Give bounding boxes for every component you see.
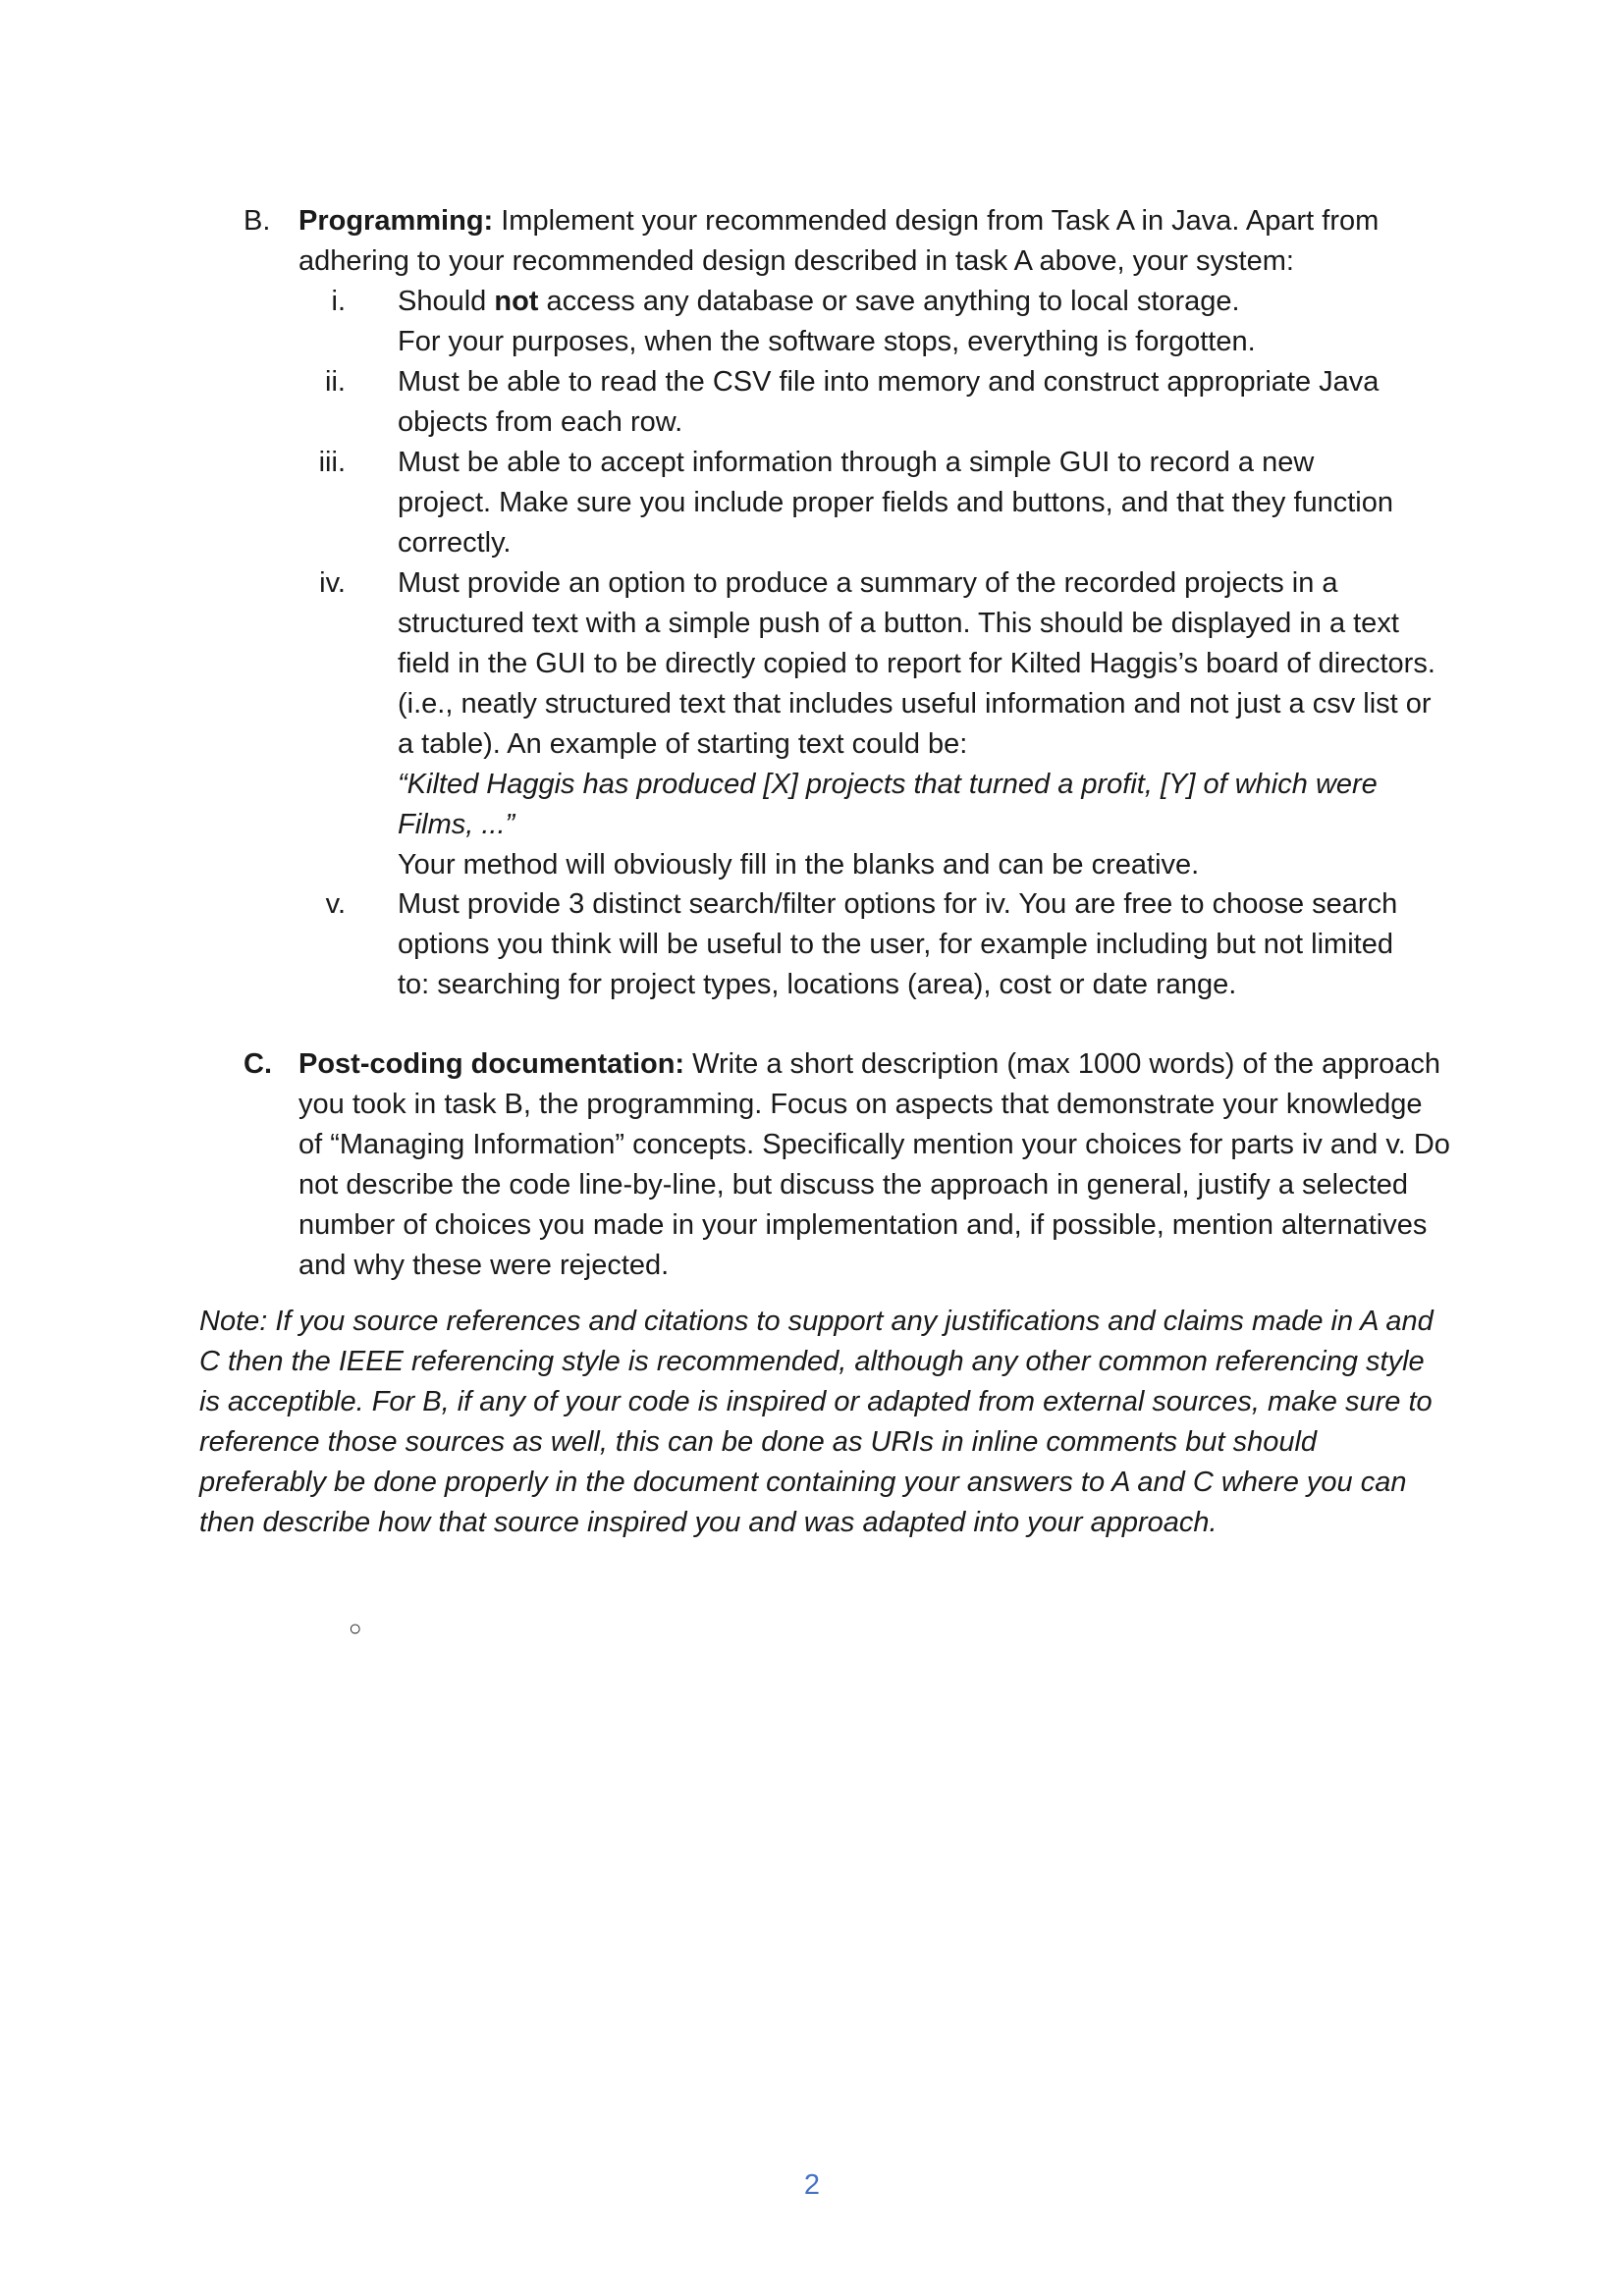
section-c-heading: Post-coding documentation: (298, 1048, 685, 1080)
section-b-heading: Programming: (298, 205, 494, 237)
empty-bullet-icon: ○ (349, 1616, 362, 1640)
section-c-letter: C. (244, 1048, 272, 1080)
item-ii-text: Must be able to read the CSV file into memory and construct appropriate Java objects from each row. (398, 366, 1380, 438)
item-iv-tail: Your method will obviously fill in the blanks and can be creative. (398, 849, 1200, 881)
section-b-intro: Implement your recommended design from Task A in Java. Apart from adhering to your recommended design described in task A above, your system: (298, 205, 1380, 277)
item-v-numeral: v. (325, 888, 346, 920)
item-ii-numeral: ii. (325, 366, 346, 398)
item-i-post: access any database or save anything to local storage. (538, 286, 1240, 317)
section-c-body: Write a short description (max 1000 words) of the approach you took in task B, the programming. Focus on aspects that demonstrate your knowledge of “Managing Information” concepts. Specifically mention your choices for parts iv and v. Do not describe the code line-by-line, but discuss the approach in general, justify a selected number of choices you made in your implementation and, if possible, mention alternatives and why these were rejected. (298, 1048, 1450, 1281)
item-v-text: Must provide 3 distinct search/filter options for iv. You are free to choose search options you think will be useful to the user, for example including but not limited to: searching for project types, locations (area), cost or date range. (398, 888, 1398, 1000)
section-c-paragraph (298, 1044, 1452, 1286)
section-b-paragraph (298, 201, 1452, 282)
reference-note: Note: If you source references and citations to support any justifications and claims made in A and C then the IEEE referencing style is recommended, although any other common referencing style is acceptible. For B, if any of your code is inspired or adapted from external sources, make sure to reference those sources as well, this can be done as URIs in inline comments but should preferably be done properly in the document containing your answers to A and C where you can then describe how that source inspired you and was adapted into your approach. (199, 1306, 1434, 1538)
item-iv-numeral: iv. (319, 567, 346, 599)
item-i-numeral: i. (331, 286, 346, 317)
item-iv-body (398, 563, 1448, 885)
section-b-letter: B. (244, 205, 271, 237)
item-i-bold: not (494, 286, 539, 317)
page-number: 2 (803, 2169, 821, 2201)
item-iii-text: Must be able to accept information through a simple GUI to record a new project. Make sure you include proper fields and buttons, and that they function correctly. (398, 447, 1394, 559)
item-iv-text: Must provide an option to produce a summary of the recorded projects in a structured text with a simple push of a button. This should be displayed in a text field in the GUI to be directly copied to report for Kilted Haggis’s board of directors. (i.e., neatly structured text that includes useful information and not just a csv list or a table). An example of starting text could be: (398, 567, 1435, 760)
item-i-line2: For your purposes, when the software stops, everything is forgotten. (398, 326, 1256, 357)
item-iv-example: “Kilted Haggis has produced [X] projects that turned a profit, [Y] of which were Films, ...” (398, 769, 1378, 840)
item-i-pre: Should (398, 286, 495, 317)
item-iii-numeral: iii. (318, 447, 346, 478)
item-i-text (398, 282, 1458, 362)
